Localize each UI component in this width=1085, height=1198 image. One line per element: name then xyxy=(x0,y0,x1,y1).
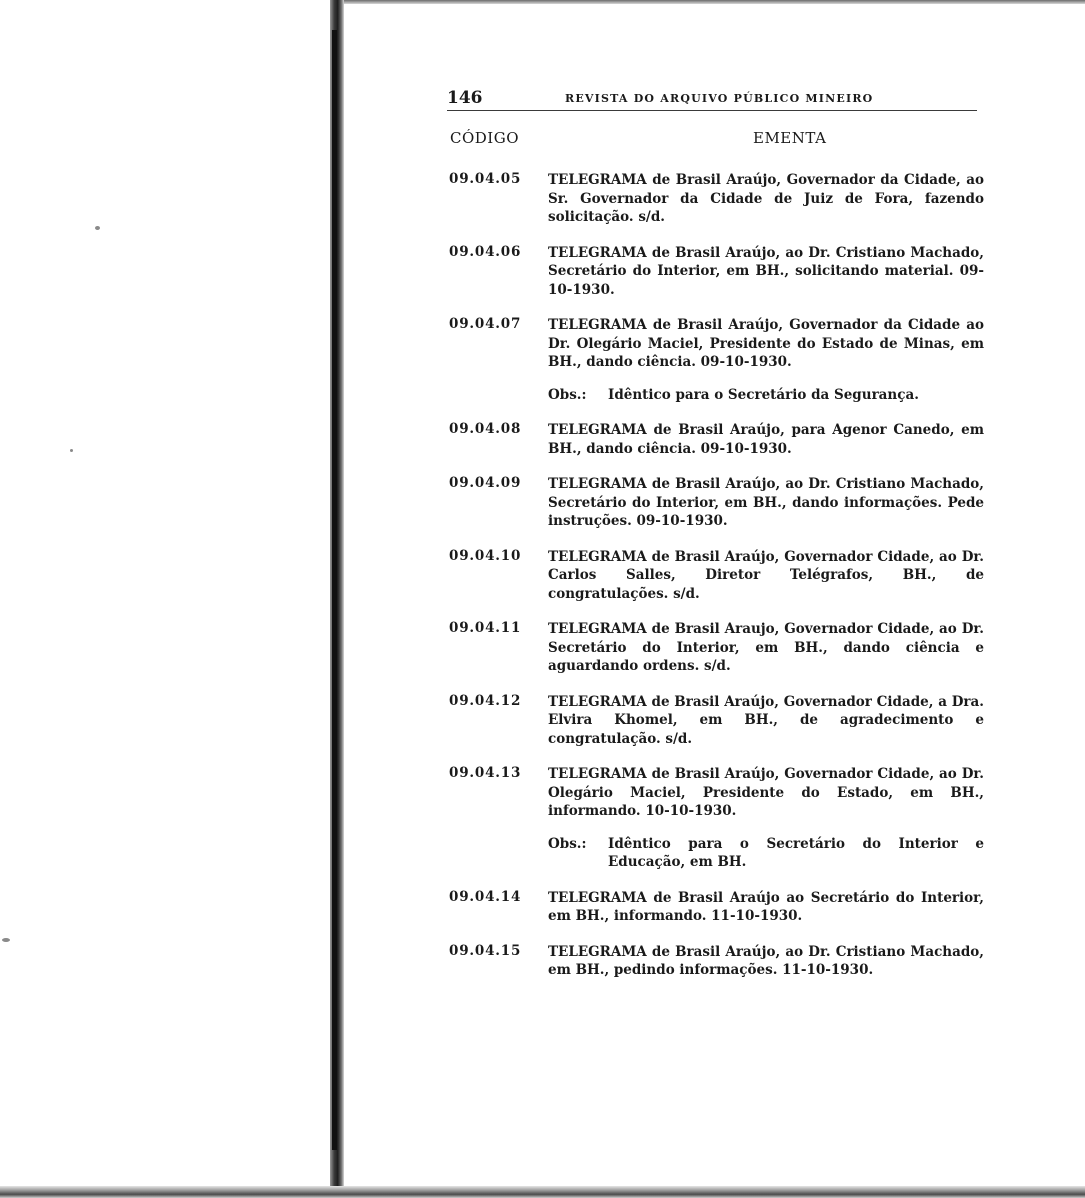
entry-code: 09.04.11 xyxy=(449,620,522,636)
entry-summary: TELEGRAMA de Brasil Araújo, ao Dr. Cristiano Machado, em BH., pedindo informações. 11-10-1930. xyxy=(548,943,984,978)
catalog-entry xyxy=(447,620,987,676)
journal-title: REVISTA DO ARQUIVO PÚBLICO MINEIRO xyxy=(565,92,874,105)
entry-observation xyxy=(548,386,984,405)
entry-summary: TELEGRAMA de Brasil Araújo, Governador Cidade, a Dra. Elvira Khomel, em BH., de agradecimento e congratulação. s/d. xyxy=(548,693,984,747)
page-number: 146 xyxy=(447,88,483,108)
entry-summary: TELEGRAMA de Brasil Araújo, ao Dr. Cristiano Machado, Secretário do Interior, em BH., solicitando material. 09-10-1930. xyxy=(548,244,984,298)
entry-code: 09.04.12 xyxy=(449,692,522,709)
catalog-entry xyxy=(447,171,987,227)
observation-label: Obs.: xyxy=(548,835,587,852)
entry-summary: TELEGRAMA de Brasil Araújo, ao Dr. Cristiano Machado, Secretário do Interior, em BH., dando informações. Pede instruções. 09-10-1930. xyxy=(548,476,984,529)
page-top-edge xyxy=(344,0,1085,4)
entry-summary: TELEGRAMA de Brasil Araújo, Governador Cidade, ao Dr. Olegário Maciel, Presidente do Estado, em BH., informando. 10-10-1930. xyxy=(548,766,984,819)
entry-code: 09.04.08 xyxy=(449,421,522,437)
column-headers xyxy=(447,129,987,159)
catalog-entry xyxy=(447,765,987,872)
entry-summary: TELEGRAMA de Brasil Araújo, Governador da Cidade, ao Sr. Governador da Cidade de Juiz de Fora, fazendo solicitação. s/d. xyxy=(548,172,984,225)
observation-text: Idêntico para o Secretário do Interior e Educação, em BH. xyxy=(608,835,984,870)
entry-code: 09.04.15 xyxy=(449,942,522,959)
scan-speck xyxy=(2,938,10,942)
entry-summary: TELEGRAMA de Brasil Araújo, Governador da Cidade ao Dr. Olegário Maciel, Presidente do Estado de Minas, em BH., dando ciência. 09-10-1930. xyxy=(548,317,984,370)
observation-label: Obs.: xyxy=(548,386,587,403)
entry-summary: TELEGRAMA de Brasil Araújo, para Agenor Canedo, em BH., dando ciência. 09-10-1930. xyxy=(548,422,984,457)
catalog-entry xyxy=(447,943,987,980)
page-bottom-edge xyxy=(0,1186,1085,1198)
code-column-header: CÓDIGO xyxy=(450,129,520,147)
catalog-entry xyxy=(447,693,987,749)
entry-observation xyxy=(548,835,984,872)
entry-code: 09.04.10 xyxy=(449,547,522,564)
entry-code: 09.04.06 xyxy=(449,243,522,260)
running-header xyxy=(447,86,977,111)
entry-code: 09.04.05 xyxy=(449,171,522,187)
catalog-entry xyxy=(447,244,987,300)
document-page xyxy=(447,86,987,997)
book-gutter-line xyxy=(332,30,337,1150)
observation-text: Idêntico para o Secretário da Segurança. xyxy=(608,386,919,403)
catalog-entry xyxy=(447,316,987,404)
catalog-entry xyxy=(447,889,987,926)
catalog-entry xyxy=(447,475,987,531)
catalog-entry xyxy=(447,548,987,604)
entry-summary: TELEGRAMA de Brasil Araújo, Governador Cidade, ao Dr. Carlos Salles, Diretor Telégrafos, BH., de congratulações. s/d. xyxy=(548,548,984,602)
entry-summary: TELEGRAMA de Brasil Araujo, Governador Cidade, ao Dr. Secretário do Interior, em BH., dando ciência e aguardando ordens. s/d. xyxy=(548,621,984,674)
entry-code: 09.04.14 xyxy=(449,888,522,905)
scan-speck xyxy=(70,449,73,452)
summary-column-header: EMENTA xyxy=(753,129,827,147)
scan-speck xyxy=(95,226,100,230)
entry-code: 09.04.13 xyxy=(449,765,522,781)
catalog-entry xyxy=(447,421,987,458)
catalog-entries xyxy=(447,171,987,980)
entry-code: 09.04.07 xyxy=(449,316,522,332)
entry-code: 09.04.09 xyxy=(449,475,522,491)
entry-summary: TELEGRAMA de Brasil Araújo ao Secretário do Interior, em BH., informando. 11-10-1930. xyxy=(548,889,984,924)
